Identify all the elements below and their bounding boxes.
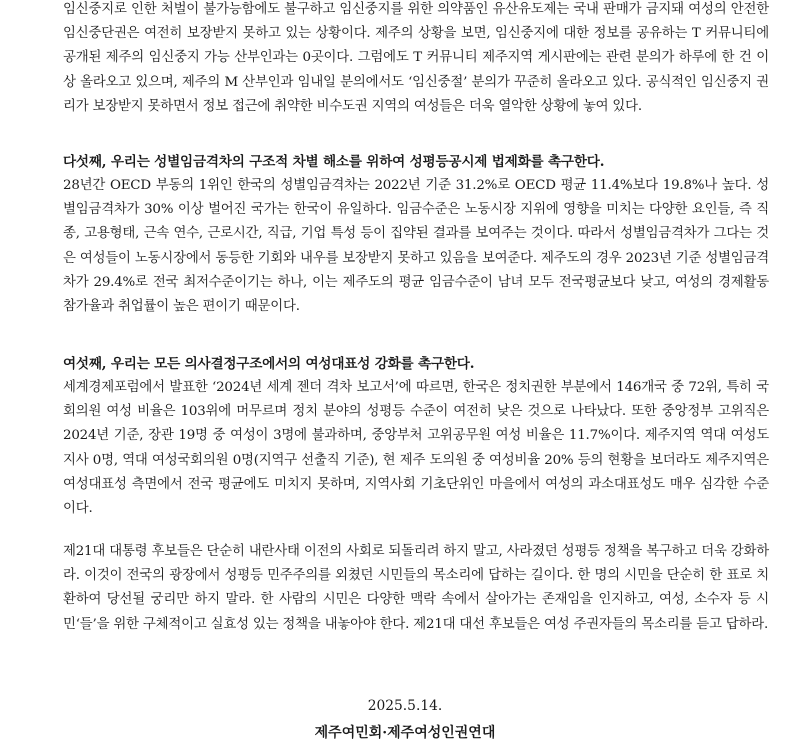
statement-date: 2025.5.14.	[367, 698, 443, 714]
section-6-body: 세계경제포럼에서 발표한 ‘2024년 세계 젠더 격차 보고서’에 따르면, 한국은 정치권한 부분에서 146개국 중 72위, 특히 국회의원 여성 비율은 103위에 머무르며 정치 분야의 성평등 수준이 여전히 낮은 것으로 나타났다. 또한 중앙정부 고위직은 2024년 기준, 장관 19명 중 여성이 3명에 불과하며, 중앙부처 고위공무원 여성 비율은 11.7%이다. 제주지역 역대 여성도지사 0명, 역대 여성국회의원 0명(지역구 선출직 기준), 현 제주 도의원 중 여성비율 20% 등의 현황을 보더라도 제주지역은 여성대표성 측면에서 전국 평균에도 미치지 못하며, 지역사회 기초단위인 마을에서 여성의 과소대표성도 매우 심각한 수준이다.	[63, 380, 769, 517]
issuing-organizations: 제주여민회·제주여성인권연대	[314, 725, 496, 741]
section-5-body: 28년간 OECD 부동의 1위인 한국의 성별임금격차는 2022년 기준 31.2%로 OECD 평균 11.4%보다 19.8%나 높다. 성별임금격차가 30% 이상 벌어진 국가는 한국이 유일하다. 임금수준은 노동시장 지위에 영향을 미치는 다양한 요인들, 즉 직종, 고용형태, 근속 연수, 근로시간, 직급, 기업 특성 등이 집약된 결과를 보여주는 것이다. 따라서 성별임금격차가 그다는 것은 여성들이 노동시장에서 동등한 기회와 내우를 보장받지 못하고 있음을 보여준다. 제주도의 경우 2023년 기준 성별임금격차가 29.4%로 전국 최저수준이기는 하나, 이는 제주도의 평균 임금수준이 남녀 모두 전국평균보다 낮고, 여성의 경제활동 참가율과 취업률이 높은 편이기 때문이다.	[63, 178, 769, 315]
closing-paragraph: 제21대 대통령 후보들은 단순히 내란사태 이전의 사회로 되돌리려 하지 말고, 사라졌던 성평등 정책을 복구하고 더욱 강화하라. 이것이 전국의 광장에서 성평등 민주주의를 외쳤던 시민들의 목소리에 답하는 길이다. 한 명의 시민을 단순히 한 표로 치환하여 당선될 궁리만 하지 말라. 한 사람의 시민은 다양한 맥락 속에서 살아가는 존재임을 인지하고, 여성, 소수자 등 시민‘들’을 위한 구체적이고 실효성 있는 정책을 내놓아야 한다. 제21대 대선 후보들은 여성 주권자들의 목소리를 듣고 답하라.	[63, 544, 769, 632]
intro-paragraph: 임신중지로 인한 처벌이 불가능함에도 불구하고 임신중지를 위한 의약품인 유산유도제는 국내 판매가 금지돼 여성의 안전한 임신중단권은 여전히 보장받지 못하고 있는 상황이다. 제주의 상황을 보면, 임신중지에 대한 정보를 공유하는 T 커뮤니티에 공개된 제주의 임신중지 가능 산부인과는 0곳이다. 그럼에도 T 커뮤니티 제주지역 게시판에는 관련 분의가 하루에 한 건 이상 올라오고 있으며, 제주의 M 산부인과 임내일 분의에서도 ‘임신중절’ 분의가 꾸준히 올라오고 있다. 공식적인 임신중지 권리가 보장받지 못하면서 정보 접근에 취약한 비수도권 지역의 여성들은 더욱 열악한 상황에 놓여 있다.	[63, 2, 769, 114]
section-6-heading: 여섯째, 우리는 모든 의사결정구조에서의 여성대표성 강화를 촉구한다.	[63, 356, 475, 372]
section-5-heading: 다섯째, 우리는 성별임금격차의 구조적 차별 해소를 위하여 성평등공시제 법제화를 촉구한다.	[63, 154, 605, 170]
